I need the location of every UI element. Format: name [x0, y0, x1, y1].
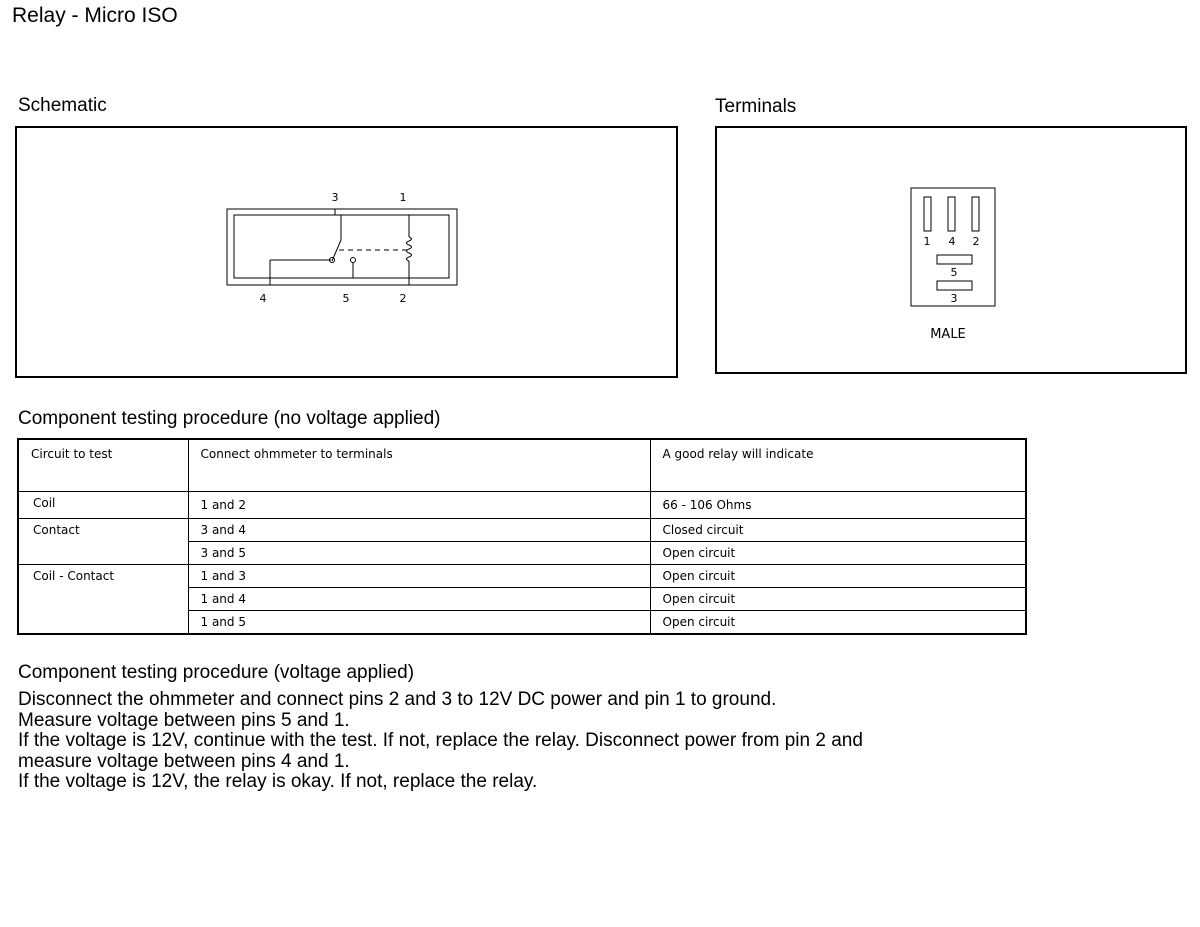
result-cell: Open circuit [650, 542, 1026, 565]
terminals-cell: 3 and 4 [188, 519, 650, 542]
column-header: Circuit to test [18, 439, 188, 492]
terminals-cell: 1 and 3 [188, 565, 650, 588]
terminal-blade-4 [948, 197, 955, 231]
page-title: Relay - Micro ISO [12, 4, 178, 27]
relay-schematic-diagram [17, 128, 676, 376]
result-cell: Closed circuit [650, 519, 1026, 542]
terminal-label: 1 [923, 235, 931, 248]
circuit-cell: Coil - Contact [18, 565, 188, 635]
result-cell: Open circuit [650, 611, 1026, 635]
coil-winding [407, 237, 412, 261]
terminals-cell: 3 and 5 [188, 542, 650, 565]
terminal-label: 4 [948, 235, 956, 248]
no-voltage-test-heading: Component testing procedure (no voltage applied) [18, 408, 441, 429]
schematic-pin-label: 5 [342, 292, 350, 305]
table-header-row [18, 439, 1026, 492]
table-row [18, 565, 1026, 588]
terminal-layout-diagram [717, 128, 1185, 372]
terminal-blade-2 [972, 197, 979, 231]
terminals-cell: 1 and 5 [188, 611, 650, 635]
terminal-label: 5 [950, 266, 958, 279]
terminals-panel [715, 126, 1187, 374]
terminal-blade-5 [937, 255, 972, 264]
no-contact [351, 258, 356, 263]
result-cell: Open circuit [650, 565, 1026, 588]
instruction-line: If the voltage is 12V, the relay is okay. If not, replace the relay. [18, 771, 538, 792]
schematic-pin-label: 3 [331, 191, 339, 204]
terminal-label: 3 [950, 292, 958, 305]
result-cell: Open circuit [650, 588, 1026, 611]
terminals-heading: Terminals [715, 96, 797, 117]
terminals-cell: 1 and 2 [188, 492, 650, 519]
connector-gender-label: MALE [930, 327, 966, 342]
instruction-line: If the voltage is 12V, continue with the test. If not, replace the relay. Disconnect power from pin 2 and [18, 730, 863, 751]
column-header: Connect ohmmeter to terminals [188, 439, 650, 492]
terminal-blade-3 [937, 281, 972, 290]
result-cell: 66 - 106 Ohms [650, 492, 1026, 519]
schematic-pin-label: 2 [399, 292, 407, 305]
terminals-cell: 1 and 4 [188, 588, 650, 611]
schematic-heading: Schematic [18, 95, 107, 116]
instruction-line: Measure voltage between pins 5 and 1. [18, 709, 350, 731]
schematic-pin-label: 1 [399, 191, 407, 204]
table-row [18, 492, 1026, 519]
column-header: A good relay will indicate [650, 439, 1026, 492]
terminal-label: 2 [972, 235, 980, 248]
instruction-line: measure voltage between pins 4 and 1. [18, 750, 350, 772]
schematic-pin-label: 4 [259, 292, 267, 305]
terminal-blade-1 [924, 197, 931, 231]
table-row [18, 519, 1026, 542]
voltage-test-instructions [18, 690, 878, 793]
circuit-cell: Coil [18, 492, 188, 519]
relay-outer-outline [227, 209, 457, 285]
ohmmeter-test-table [17, 438, 1027, 635]
circuit-cell: Contact [18, 519, 188, 565]
instruction-line: Disconnect the ohmmeter and connect pins 2 and 3 to 12V DC power and pin 1 to ground. [18, 689, 777, 710]
schematic-panel [15, 126, 678, 378]
voltage-test-heading: Component testing procedure (voltage applied) [18, 662, 415, 683]
